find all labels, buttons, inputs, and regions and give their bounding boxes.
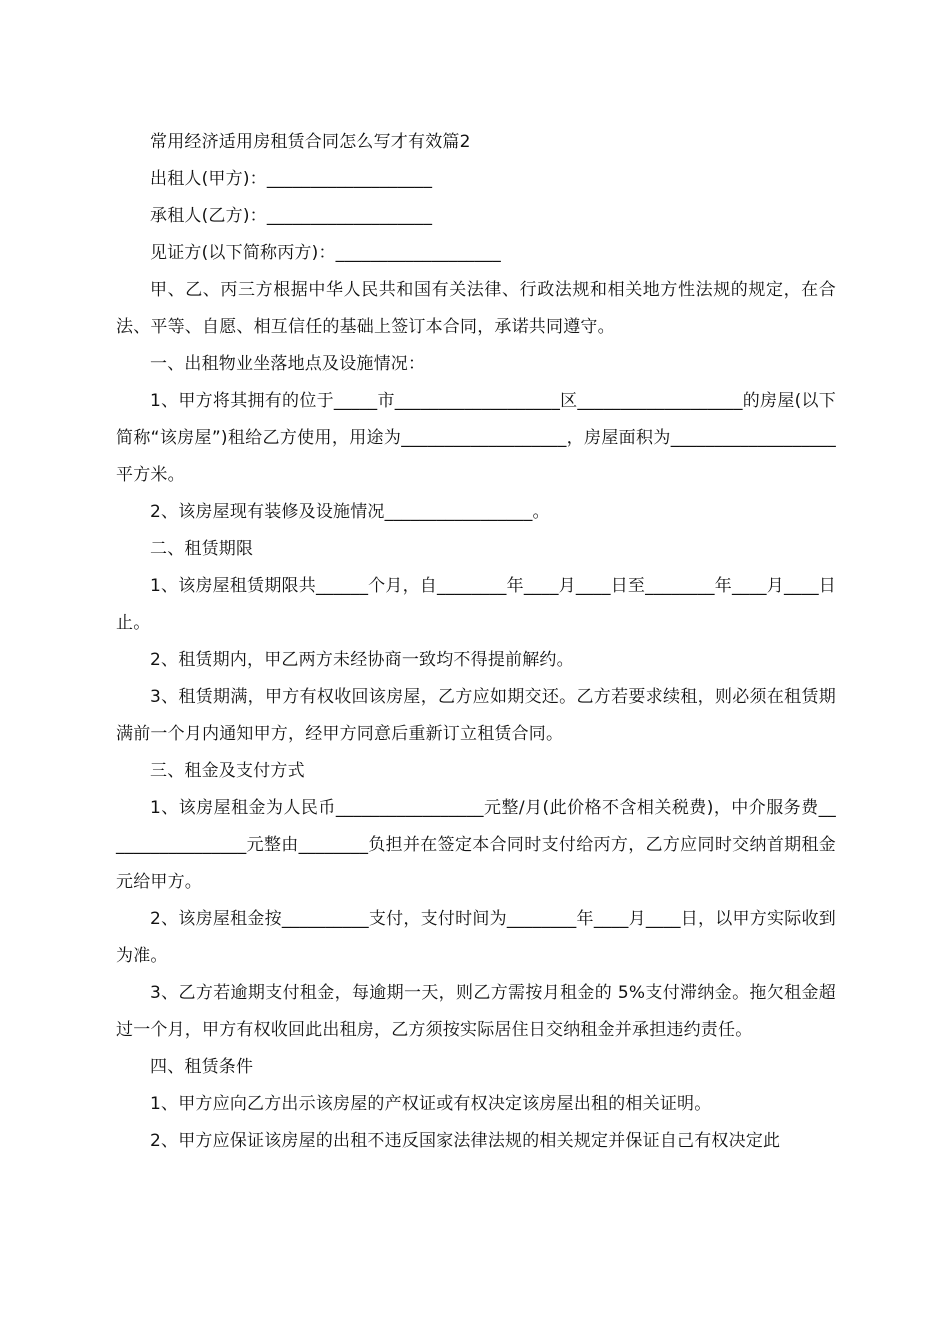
- clause-1-2: 2、该房屋现有装修及设施情况_________________。: [150, 502, 550, 522]
- clause-3-3: 3、乙方若逾期支付租金，每逾期一天，则乙方需按月租金的 5%支付滞纳金。拖欠租金超过一个月，甲方有权收回此出租房，乙方须按实际居住日交纳租金并承担违约责任。: [116, 983, 836, 1040]
- document-title: 常用经济适用房租赁合同怎么写才有效篇2: [150, 132, 471, 152]
- clause-2-1: 1、该房屋租赁期限共______个月，自________年____月____日至________年____月____日止。: [116, 576, 836, 633]
- lessee-line: 承租人(乙方)：___________________: [150, 206, 433, 226]
- clause-4-1: 1、甲方应向乙方出示该房屋的产权证或有权决定该房屋出租的相关证明。: [150, 1094, 712, 1114]
- document-body: [116, 124, 836, 1160]
- witness-line: 见证方(以下简称丙方)：___________________: [150, 243, 501, 263]
- clause-3-1: 1、该房屋租金为人民币_________________元整/月(此价格不含相关税费)，中介服务费_________________元整由________负担并在签定本合同时支付给丙方，乙方应同时交纳首期租金元给甲方。: [116, 798, 836, 892]
- preamble-paragraph: 甲、乙、丙三方根据中华人民共和国有关法律、行政法规和相关地方性法规的规定，在合法、平等、自愿、相互信任的基础上签订本合同，承诺共同遵守。: [116, 280, 836, 337]
- clause-2-3: 3、租赁期满，甲方有权收回该房屋，乙方应如期交还。乙方若要求续租，则必须在租赁期满前一个月内通知甲方，经甲方同意后重新订立租赁合同。: [116, 687, 836, 744]
- clause-4-2: 2、甲方应保证该房屋的出租不违反国家法律法规的相关规定并保证自己有权决定此: [150, 1131, 781, 1151]
- clause-1-1: 1、甲方将其拥有的位于_____市___________________区___________________的房屋(以下简称“该房屋”)租给乙方使用，用途为___________________，房屋面积为___________________平方米。: [116, 391, 836, 485]
- section-heading-rent: 三、租金及支付方式: [150, 761, 305, 781]
- section-heading-conditions: 四、租赁条件: [150, 1057, 254, 1077]
- lessor-line: 出租人(甲方)：___________________: [150, 169, 433, 189]
- clause-3-2: 2、该房屋租金按__________支付，支付时间为________年____月____日，以甲方实际收到为准。: [116, 909, 836, 966]
- clause-2-2: 2、租赁期内，甲乙两方未经协商一致均不得提前解约。: [150, 650, 574, 670]
- section-heading-property: 一、出租物业坐落地点及设施情况：: [150, 354, 426, 374]
- section-heading-term: 二、租赁期限: [150, 539, 254, 559]
